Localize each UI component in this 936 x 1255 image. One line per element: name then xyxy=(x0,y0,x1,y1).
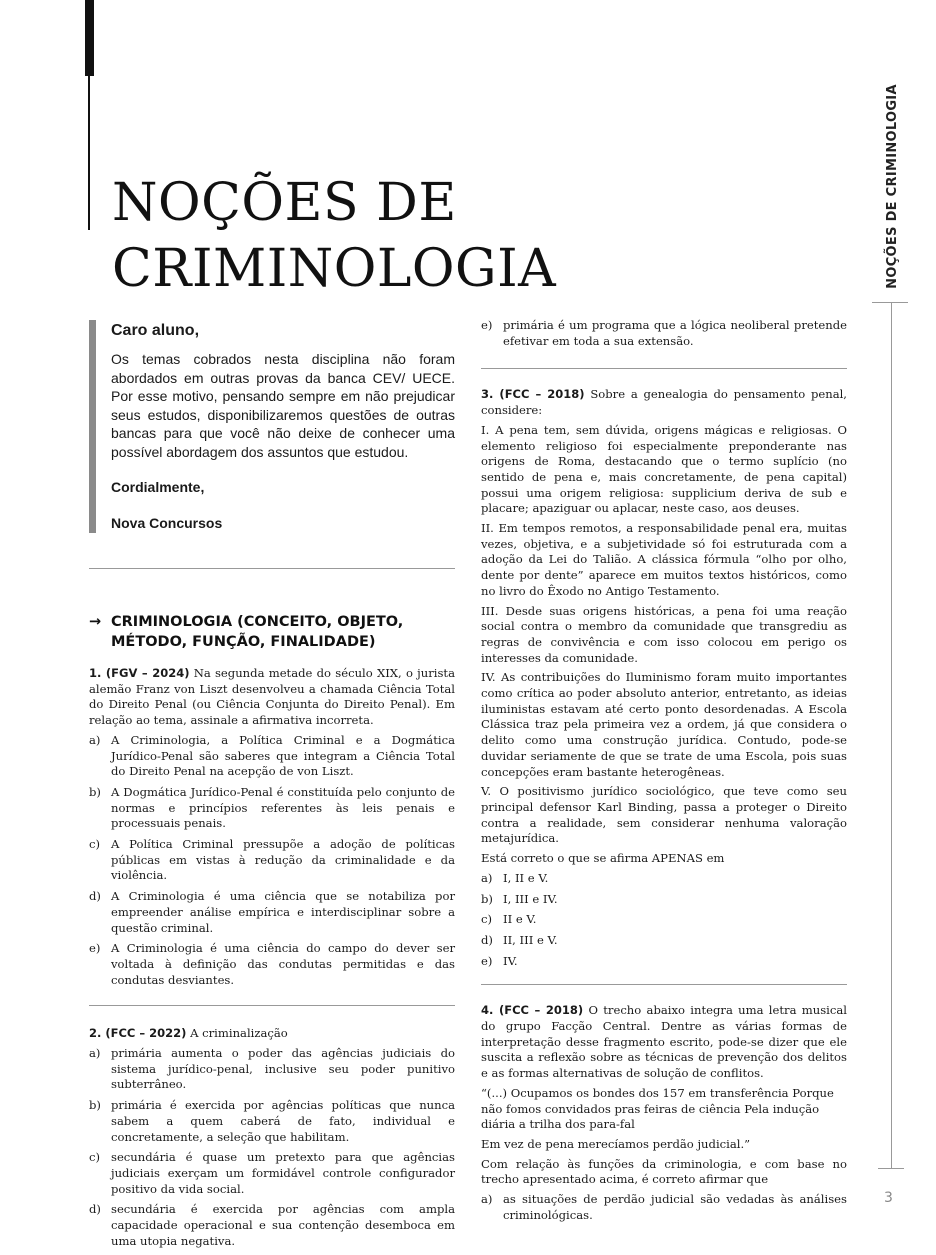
arrow-right-icon: → xyxy=(89,614,102,630)
question-3-option-b: b) I, III e IV. xyxy=(481,891,558,906)
question-1-option-c: c) A Política Criminal pressupõe a adoção de políticas públicas em vistas à redução da criminalidade e da violência. xyxy=(89,837,455,883)
question-2-text: A criminalização xyxy=(186,1026,288,1041)
side-rail xyxy=(891,303,892,1169)
side-running-title-text: NOÇÕES DE CRIMINOLOGIA xyxy=(884,83,900,289)
side-running-title xyxy=(876,83,908,289)
question-3-item-5: V. O positivismo jurídico sociológico, que teve como seu principal defensor Karl Binding, passa a proteger o Direito contra a realidade, sem considerar nenhuma valoração metajurídica. xyxy=(481,784,847,846)
question-1-option-d: d) A Criminologia é uma ciência que se notabiliza por empreender análise empírica e interdisciplinar sobre a questão criminal. xyxy=(89,889,455,935)
side-rail-top-tick xyxy=(872,302,908,303)
section-heading-text: CRIMINOLOGIA (CONCEITO, OBJETO, MÉTODO, FUNÇÃO, FINALIDADE) xyxy=(111,614,404,650)
question-1-text: Na segunda metade do século XIX, o jurista alemão Franz von Liszt desenvolveu a chamada Ciência Total do Direito Penal (ou Ciência Conjunta do Direito Penal). Em relação ao tema, assinale a afirmativa incorreta. xyxy=(89,666,455,728)
side-rail-bottom-tick xyxy=(878,1168,904,1169)
question-4-number: 4. (FCC – 2018) xyxy=(481,1003,584,1018)
intro-greeting: Caro aluno, xyxy=(111,322,200,339)
intro-closing: Cordialmente, xyxy=(111,479,205,495)
question-3-option-a: a) I, II e V. xyxy=(481,870,549,885)
question-2-option-c: c) secundária é quase um pretexto para que agências judiciais exerçam um formidável controle configurador positivo da vida social. xyxy=(89,1150,455,1196)
question-1-number: 1. (FGV – 2024) xyxy=(89,666,190,680)
question-4 xyxy=(481,1003,847,1223)
question-2-number: 2. (FCC – 2022) xyxy=(89,1026,187,1041)
question-3-text: Sobre a genealogia do pensamento penal, considere: xyxy=(481,387,847,418)
page-title-line-2: CRIMINOLOGIA xyxy=(112,239,557,299)
question-2-stem xyxy=(89,1026,455,1042)
intro-body: Os temas cobrados nesta disciplina não foram abordados em outras provas da banca CEV/ UECE. Por esse motivo, pensando sempre em não prejudicar seus estudos, disponibilizaremos questões de outras bancas para que você não deixe de conhecer uma possível abordagem dos assuntos que estudou. xyxy=(111,351,455,460)
question-4-stem xyxy=(481,1003,847,1082)
right-column xyxy=(481,318,847,1228)
question-3-item-2: II. Em tempos remotos, a responsabilidade penal era, muitas vezes, objetiva, e a subjetividade só foi estruturada com a adoção da Lei do Talião. A clássica fórmula “olho por olho, dente por dente” aparece em muitos textos históricos, como no livro do Êxodo no Antigo Testamento. xyxy=(481,521,847,598)
intro-box xyxy=(89,320,455,533)
question-4-text: O trecho abaixo integra uma letra musical do grupo Facção Central. Dentre as várias formas de interpretação desse fragmento escrito, pode-se dizer que ele suscita a reflexão sobre as técnicas de prevenção dos delitos e as formas alternativas de solução de conflitos. xyxy=(481,1003,847,1081)
question-3-option-d: d) II, III e V. xyxy=(481,932,558,947)
question-4-quote-1: “(...) Ocupamos os bondes dos 157 em transferência Porque não fomos convidados pras feiras de ciência Pela indução diária a trilha dos para-fal xyxy=(481,1085,834,1132)
question-3-prompt: Está correto o que se afirma APENAS em xyxy=(481,851,725,866)
question-3-item-4: IV. As contribuições do Iluminismo foram muito importantes como crítica ao poder absoluto anterior, entretanto, as ideias iluministas estavam até certo ponto desordenadas. A Escola Clássica traz pela primeira vez a ordem, já que considera o delito como uma construção jurídica. Contudo, pode-se duvidar seriamente de que se trate de uma Escola, pois suas concepções eram bastante heterogêneas. xyxy=(481,670,847,779)
question-2 xyxy=(89,1026,455,1249)
page-title xyxy=(112,170,556,302)
question-4-prompt: Com relação às funções da criminologia, e com base no trecho apresentado acima, é correto afirmar que xyxy=(481,1156,847,1187)
question-1-option-e: e) A Criminologia é uma ciência do campo do dever ser voltada à definição das condutas permitidas e das condutas desviantes. xyxy=(89,941,455,987)
question-3-number: 3. (FCC – 2018) xyxy=(481,387,585,402)
header-accent-bar xyxy=(85,0,94,76)
question-4-quote-2: Em vez de pena merecíamos perdão judicial.” xyxy=(481,1136,751,1151)
question-1-option-a: a) A Criminologia, a Política Criminal e a Dogmática Jurídico-Penal são saberes que integram a Ciência Total do Direito Penal na acepção de von Liszt. xyxy=(89,732,455,779)
question-1-option-b: b) A Dogmática Jurídico-Penal é constituída pelo conjunto de normas e princípios referentes às leis penais e processuais penais. xyxy=(89,784,455,831)
question-2-option-a: a) primária aumenta o poder das agências judiciais do sistema jurídico-penal, inclusive seu poder punitivo subterrâneo. xyxy=(89,1046,455,1092)
question-3-item-1: I. A pena tem, sem dúvida, origens mágicas e religiosas. O elemento religioso foi especialmente preponderante nas origens de Roma, destacando que o termo suplício (no sentido de pena e, mais concretamente, de pena capital) possui uma origem religiosa: supplicium deriva de sub e placare; apaziguar ou aplacar, neste caso, aos deuses. xyxy=(481,422,847,516)
question-4-option-a: a) as situações de perdão judicial são vedadas às análises criminológicas. xyxy=(481,1192,847,1222)
question-3-option-e: e) IV. xyxy=(481,953,518,968)
question-3 xyxy=(481,387,847,969)
page-number: 3 xyxy=(884,1190,893,1206)
question-3-item-3: III. Desde suas origens históricas, a pena foi uma reação social contra o membro da comunidade que transgrediu as regras de convivência e com isso colocou em perigo os interesses da comunidade. xyxy=(481,603,847,665)
section-heading xyxy=(89,612,455,652)
page-title-line-1: NOÇÕES DE xyxy=(112,173,457,233)
question-3-stem xyxy=(481,387,847,418)
question-3-option-c: c) II e V. xyxy=(481,912,537,927)
intro-signature: Nova Concursos xyxy=(111,515,223,531)
question-1 xyxy=(89,666,455,988)
header-accent-line xyxy=(88,76,90,230)
question-2-option-d: d) secundária é exercida por agências com ampla capacidade operacional e sua contenção desemboca em uma utopia negativa. xyxy=(89,1202,455,1248)
question-2-continued xyxy=(481,318,847,349)
left-column xyxy=(89,320,455,1255)
question-2-option-e: e) primária é um programa que a lógica neoliberal pretende efetivar em toda a sua extensão. xyxy=(481,318,847,348)
question-1-stem xyxy=(89,666,455,729)
question-2-option-b: b) primária é exercida por agências políticas que nunca sabem a quem caberá de fato, individual e concretamente, a seleção que habilitam. xyxy=(89,1098,455,1144)
